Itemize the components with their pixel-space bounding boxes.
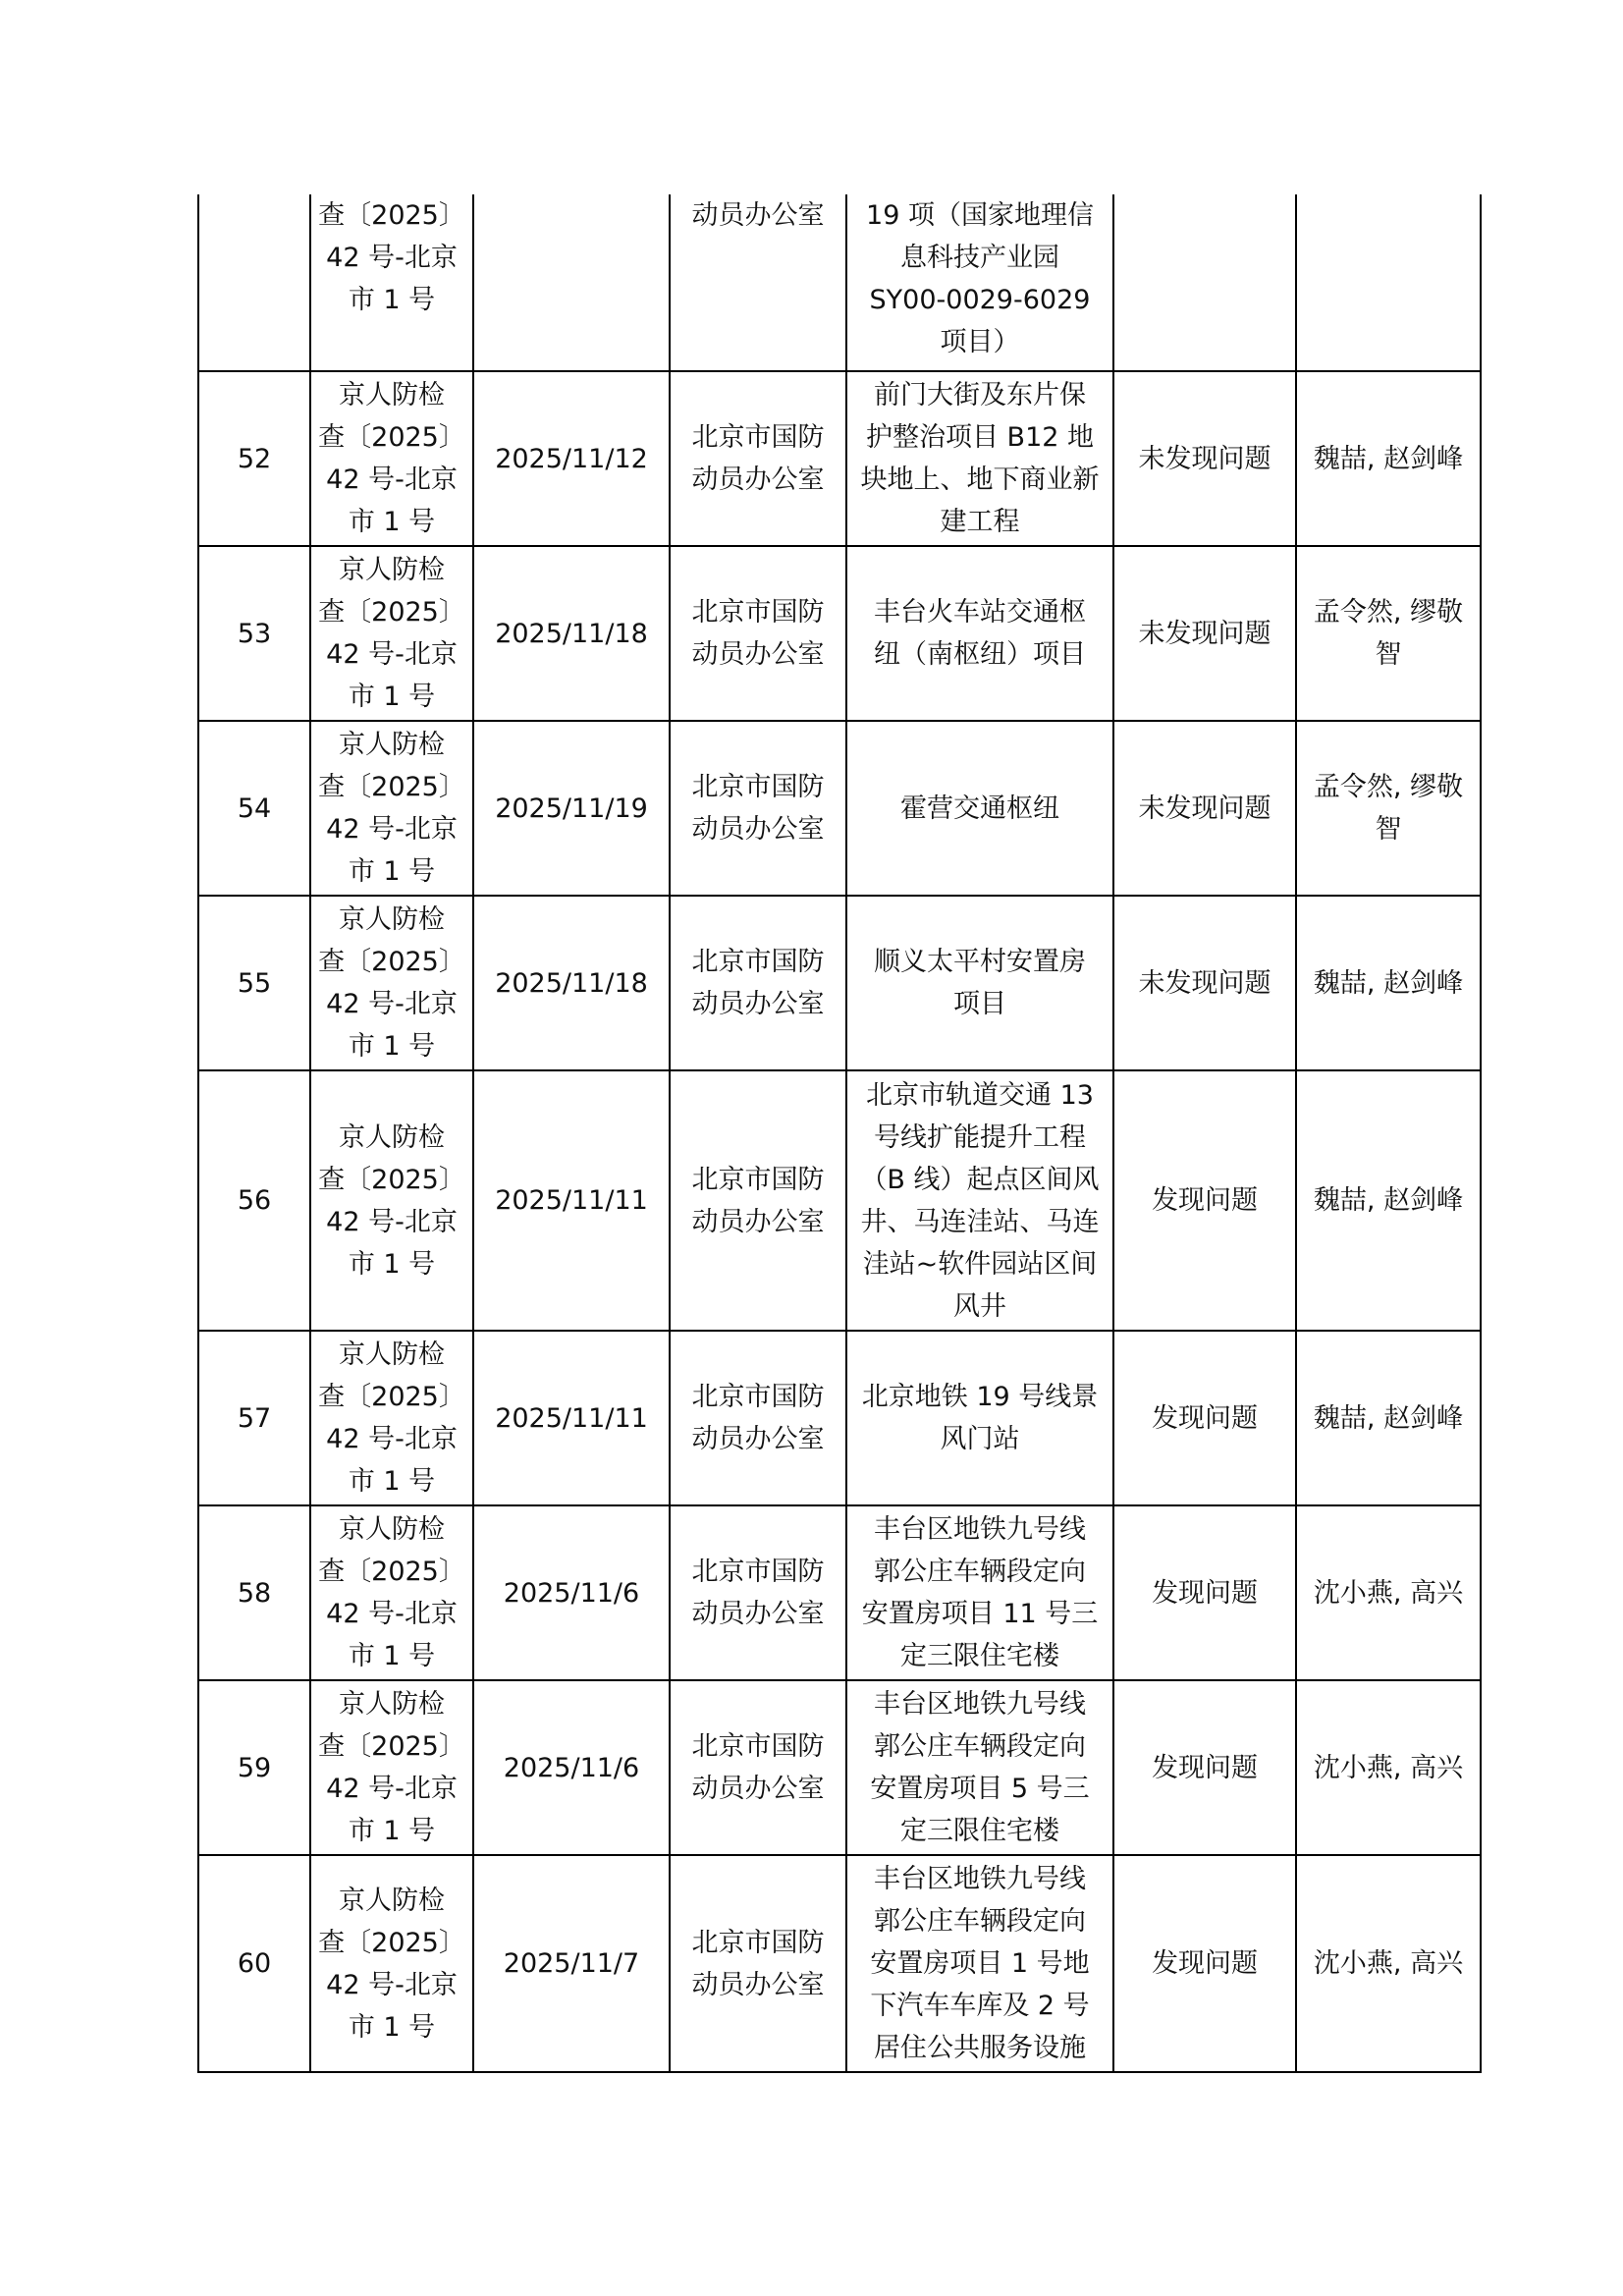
cell-org: 北京市国防 动员办公室 — [670, 1070, 846, 1331]
cell-result: 未发现问题 — [1113, 546, 1296, 721]
cell-date: 2025/11/6 — [473, 1680, 670, 1855]
cell-doc: 京人防检 查〔2025〕 42 号-北京 市 1 号 — [310, 1331, 473, 1505]
cell-date: 2025/11/11 — [473, 1331, 670, 1505]
cell-project: 前门大街及东片保 护整治项目 B12 地 块地上、地下商业新 建工程 — [846, 371, 1113, 546]
cell-date: 2025/11/18 — [473, 896, 670, 1070]
cell-doc: 京人防检 查〔2025〕 42 号-北京 市 1 号 — [310, 1070, 473, 1331]
cell-result — [1113, 194, 1296, 371]
cell-no: 58 — [198, 1505, 310, 1680]
cell-doc: 京人防检 查〔2025〕 42 号-北京 市 1 号 — [310, 896, 473, 1070]
cell-date — [473, 194, 670, 371]
table-row — [198, 1855, 1481, 2072]
cell-inspectors: 沈小燕, 高兴 — [1296, 1505, 1481, 1680]
cell-result: 未发现问题 — [1113, 721, 1296, 896]
cell-result: 未发现问题 — [1113, 371, 1296, 546]
cell-inspectors: 孟令然, 缪敬 智 — [1296, 721, 1481, 896]
cell-inspectors: 魏喆, 赵剑峰 — [1296, 371, 1481, 546]
cell-project: 北京市轨道交通 13 号线扩能提升工程 （B 线）起点区间风 井、马连洼站、马连 洼站~软件园站区间 风井 — [846, 1070, 1113, 1331]
table-row — [198, 546, 1481, 721]
cell-date: 2025/11/19 — [473, 721, 670, 896]
cell-no: 57 — [198, 1331, 310, 1505]
cell-project: 丰台区地铁九号线 郭公庄车辆段定向 安置房项目 1 号地 下汽车车库及 2 号 居住公共服务设施 — [846, 1855, 1113, 2072]
cell-inspectors: 孟令然, 缪敬 智 — [1296, 546, 1481, 721]
cell-org: 北京市国防 动员办公室 — [670, 546, 846, 721]
cell-result: 发现问题 — [1113, 1855, 1296, 2072]
cell-doc: 京人防检 查〔2025〕 42 号-北京 市 1 号 — [310, 1855, 473, 2072]
cell-project: 霍营交通枢纽 — [846, 721, 1113, 896]
cell-no: 56 — [198, 1070, 310, 1331]
cell-no: 52 — [198, 371, 310, 546]
cell-date: 2025/11/6 — [473, 1505, 670, 1680]
cell-project: 北京地铁 19 号线景 风门站 — [846, 1331, 1113, 1505]
cell-inspectors: 沈小燕, 高兴 — [1296, 1680, 1481, 1855]
cell-result: 发现问题 — [1113, 1680, 1296, 1855]
cell-date: 2025/11/7 — [473, 1855, 670, 2072]
cell-project: 丰台区地铁九号线 郭公庄车辆段定向 安置房项目 5 号三 定三限住宅楼 — [846, 1680, 1113, 1855]
table-row — [198, 721, 1481, 896]
cell-doc: 京人防检 查〔2025〕 42 号-北京 市 1 号 — [310, 721, 473, 896]
inspection-records-table — [197, 194, 1482, 2073]
cell-doc: 京人防检 查〔2025〕 42 号-北京 市 1 号 — [310, 1505, 473, 1680]
cell-result: 未发现问题 — [1113, 896, 1296, 1070]
table-row — [198, 1331, 1481, 1505]
cell-inspectors: 魏喆, 赵剑峰 — [1296, 1331, 1481, 1505]
cell-org: 北京市国防 动员办公室 — [670, 896, 846, 1070]
cell-project: 顺义太平村安置房 项目 — [846, 896, 1113, 1070]
cell-doc: 京人防检 查〔2025〕 42 号-北京 市 1 号 — [310, 546, 473, 721]
table-body — [198, 194, 1481, 2072]
cell-project: 丰台火车站交通枢 纽（南枢纽）项目 — [846, 546, 1113, 721]
cell-inspectors: 魏喆, 赵剑峰 — [1296, 1070, 1481, 1331]
cell-no: 55 — [198, 896, 310, 1070]
cell-project: 19 项（国家地理信 息科技产业园 SY00-0029-6029 项目） — [846, 194, 1113, 371]
cell-no — [198, 194, 310, 371]
cell-org: 北京市国防 动员办公室 — [670, 1505, 846, 1680]
cell-org: 北京市国防 动员办公室 — [670, 1680, 846, 1855]
cell-inspectors: 沈小燕, 高兴 — [1296, 1855, 1481, 2072]
table-row — [198, 896, 1481, 1070]
table-row — [198, 1505, 1481, 1680]
cell-result: 发现问题 — [1113, 1331, 1296, 1505]
cell-no: 54 — [198, 721, 310, 896]
cell-date: 2025/11/11 — [473, 1070, 670, 1331]
cell-date: 2025/11/18 — [473, 546, 670, 721]
cell-doc: 京人防检 查〔2025〕 42 号-北京 市 1 号 — [310, 371, 473, 546]
cell-no: 60 — [198, 1855, 310, 2072]
cell-inspectors: 魏喆, 赵剑峰 — [1296, 896, 1481, 1070]
cell-inspectors — [1296, 194, 1481, 371]
table-row — [198, 371, 1481, 546]
cell-org: 北京市国防 动员办公室 — [670, 721, 846, 896]
cell-no: 53 — [198, 546, 310, 721]
cell-org: 北京市国防 动员办公室 — [670, 1331, 846, 1505]
cell-doc: 查〔2025〕 42 号-北京 市 1 号 — [310, 194, 473, 371]
cell-org: 动员办公室 — [670, 194, 846, 371]
cell-result: 发现问题 — [1113, 1505, 1296, 1680]
cell-result: 发现问题 — [1113, 1070, 1296, 1331]
cell-org: 北京市国防 动员办公室 — [670, 371, 846, 546]
table-row — [198, 1070, 1481, 1331]
table-row-continuation — [198, 194, 1481, 371]
cell-project: 丰台区地铁九号线 郭公庄车辆段定向 安置房项目 11 号三 定三限住宅楼 — [846, 1505, 1113, 1680]
cell-date: 2025/11/12 — [473, 371, 670, 546]
table-row — [198, 1680, 1481, 1855]
cell-org: 北京市国防 动员办公室 — [670, 1855, 846, 2072]
cell-no: 59 — [198, 1680, 310, 1855]
cell-doc: 京人防检 查〔2025〕 42 号-北京 市 1 号 — [310, 1680, 473, 1855]
